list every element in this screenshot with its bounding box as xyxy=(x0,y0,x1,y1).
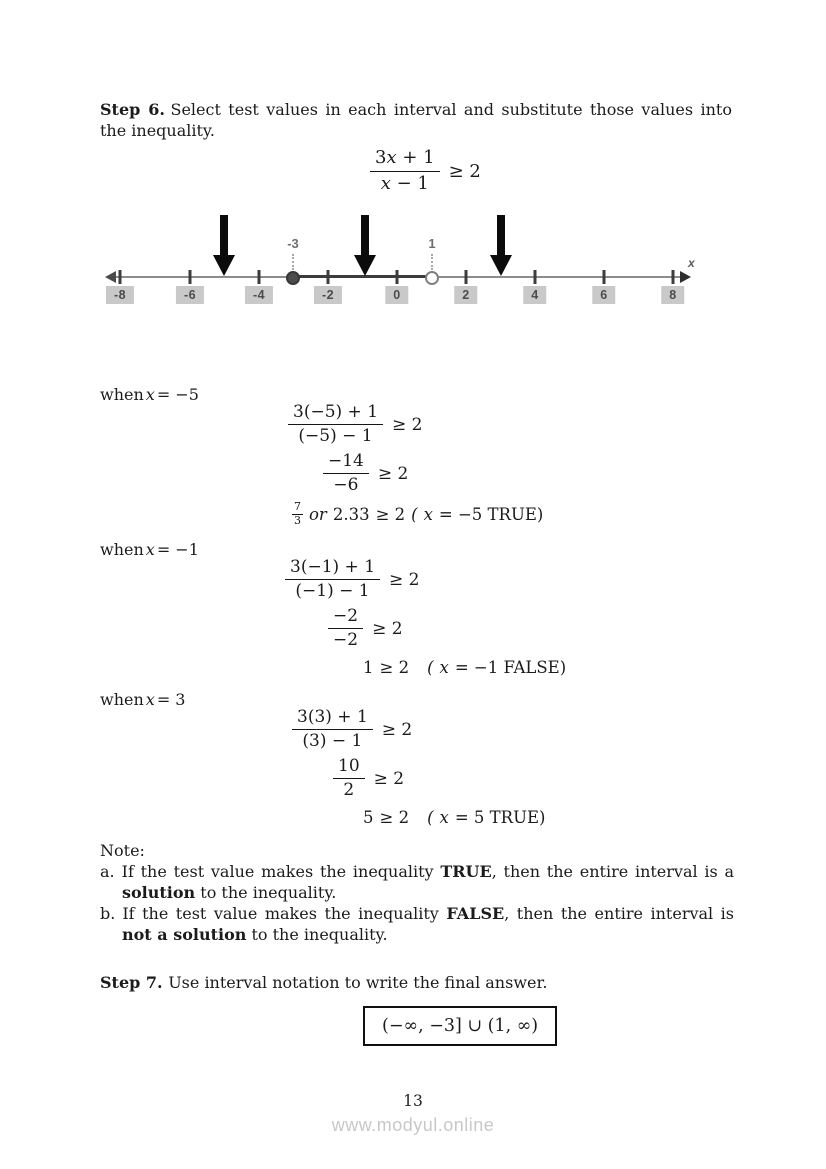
tick-label: 8 xyxy=(661,286,684,304)
test-variable: x xyxy=(423,504,433,524)
fraction-numerator: −2 xyxy=(328,606,363,629)
small-fraction-denominator: 3 xyxy=(294,513,301,527)
verdict-text: = 5 TRUE) xyxy=(454,808,546,827)
arrow-head xyxy=(213,255,235,276)
fraction-numerator: −14 xyxy=(323,451,369,474)
relation: ≥ 2 xyxy=(381,719,413,740)
tick-label: -6 xyxy=(176,286,204,304)
tick-mark xyxy=(603,270,606,284)
fraction xyxy=(333,756,365,802)
fraction xyxy=(285,557,380,603)
open-point-label: 1 xyxy=(428,236,436,251)
paren-open: ( xyxy=(427,658,434,677)
small-fraction xyxy=(292,501,303,527)
tick-mark xyxy=(396,270,399,284)
note-item-b xyxy=(100,904,734,946)
relation: ≥ 2 xyxy=(389,569,420,590)
list-marker: b. xyxy=(100,903,116,923)
substitution-equation xyxy=(292,707,412,753)
result-value: 5 xyxy=(363,808,374,827)
note-text: , then the entire interval is xyxy=(504,903,735,923)
verdict-text: = −1 FALSE) xyxy=(454,658,567,677)
relation: ≥ 2 xyxy=(372,618,403,639)
tick-label: 6 xyxy=(592,286,615,304)
arrow-shaft xyxy=(497,215,505,255)
note-block xyxy=(100,841,734,946)
when-value: = −1 xyxy=(156,540,199,559)
note-bold: solution xyxy=(122,882,196,902)
tick-mark xyxy=(258,270,261,284)
when-word: when xyxy=(100,540,144,559)
note-title: Note: xyxy=(100,841,145,860)
step6-text: Select test values in each interval and substitute those values into the inequality. xyxy=(100,100,732,141)
small-fraction-numerator: 7 xyxy=(294,500,301,513)
substitution-equation xyxy=(288,402,422,448)
arrow-shaft xyxy=(361,215,369,255)
fraction-denominator: (−5) − 1 xyxy=(298,426,373,447)
fraction-numerator: 3(−1) + 1 xyxy=(285,557,380,580)
numerator-coefficient: 3 xyxy=(375,147,387,168)
note-text: , then the entire interval is a xyxy=(491,861,735,881)
tick-label: 0 xyxy=(385,286,408,304)
axis-right-arrowhead-icon xyxy=(680,271,691,283)
step6-label: Step 6. xyxy=(100,100,165,119)
step7-text: Use interval notation to write the final answer. xyxy=(168,973,548,992)
result-value: 1 xyxy=(363,658,374,677)
relation: ≥ 2 xyxy=(392,414,423,435)
step6-paragraph xyxy=(100,99,732,141)
fraction-denominator: −2 xyxy=(333,630,359,651)
page-number: 13 xyxy=(403,1092,423,1110)
axis-left-arrowhead-icon xyxy=(105,271,116,283)
number-line-figure xyxy=(0,210,826,310)
dotted-stem xyxy=(292,254,294,270)
tick-mark xyxy=(119,270,122,284)
note-bold: TRUE xyxy=(440,861,492,881)
fraction-numerator: 3(−5) + 1 xyxy=(288,402,383,425)
decimal-value: 2.33 xyxy=(332,504,370,524)
main-inequality xyxy=(370,147,481,195)
note-item-a xyxy=(100,862,734,904)
fraction-denominator: (3) − 1 xyxy=(302,731,363,752)
when-label xyxy=(100,690,185,709)
paren-open: ( xyxy=(427,808,434,827)
arrow-head xyxy=(490,255,512,276)
simplified-equation xyxy=(333,756,404,802)
dotted-stem xyxy=(431,254,433,270)
fraction-numerator: 3(3) + 1 xyxy=(292,707,373,730)
tick-label: -4 xyxy=(245,286,273,304)
note-bold: FALSE xyxy=(446,903,505,923)
tick-label: 4 xyxy=(523,286,546,304)
result-line xyxy=(363,658,566,677)
tick-label: -2 xyxy=(314,286,342,304)
closed-point-icon xyxy=(286,271,300,285)
simplified-equation xyxy=(323,451,408,497)
tick-mark xyxy=(465,270,468,284)
arrow-shaft xyxy=(220,215,228,255)
or-word: or xyxy=(309,504,327,524)
arrow-head xyxy=(354,255,376,276)
tick-mark xyxy=(534,270,537,284)
result-line xyxy=(292,501,543,527)
fraction xyxy=(328,606,363,652)
denominator-constant: − 1 xyxy=(390,172,429,194)
when-label xyxy=(100,385,199,404)
fraction-denominator: −6 xyxy=(333,475,359,496)
paren-open: ( xyxy=(411,504,418,524)
tick-mark xyxy=(327,270,330,284)
fraction-numerator: 10 xyxy=(333,756,365,779)
relation: ≥ 2 xyxy=(377,463,409,484)
main-fraction xyxy=(370,147,440,195)
test-variable: x xyxy=(439,658,449,677)
when-value: = −5 xyxy=(156,385,199,404)
relation: ≥ 2 xyxy=(373,768,405,789)
when-value: = 3 xyxy=(156,690,186,709)
tick-mark xyxy=(672,270,675,284)
fraction-denominator: (−1) − 1 xyxy=(295,581,370,602)
when-word: when xyxy=(100,385,144,404)
main-fraction-denominator xyxy=(381,172,429,196)
when-variable: x xyxy=(145,385,155,404)
tick-label: 2 xyxy=(454,286,477,304)
axis-variable-label: x xyxy=(688,256,695,270)
note-bold: not a solution xyxy=(122,924,247,944)
step7-paragraph xyxy=(100,972,732,993)
note-text: If the test value makes the inequality xyxy=(122,903,447,923)
final-answer: (−∞, −3] ∪ (1, ∞) xyxy=(382,1016,539,1036)
relation: ≥ 2 xyxy=(375,504,406,524)
fraction xyxy=(292,707,373,753)
note-text: to the inequality. xyxy=(246,924,388,944)
relation: ≥ 2 xyxy=(379,658,410,677)
denominator-variable: x xyxy=(380,172,391,194)
list-marker: a. xyxy=(100,861,115,881)
closed-point-label: -3 xyxy=(287,236,299,251)
tick-label: -8 xyxy=(106,286,134,304)
substitution-equation xyxy=(285,557,419,603)
when-variable: x xyxy=(145,540,155,559)
numerator-variable: x xyxy=(386,147,397,168)
main-relation: ≥ 2 xyxy=(448,160,481,182)
test-variable: x xyxy=(439,808,449,827)
numerator-constant: + 1 xyxy=(396,147,435,168)
note-text: to the inequality. xyxy=(195,882,337,902)
verdict-text: = −5 TRUE) xyxy=(438,504,544,524)
when-word: when xyxy=(100,690,144,709)
note-text: If the test value makes the inequality xyxy=(121,861,441,881)
relation: ≥ 2 xyxy=(379,808,410,827)
result-line xyxy=(363,808,545,827)
watermark-url: www.modyul.online xyxy=(331,1115,495,1135)
main-fraction-numerator xyxy=(370,147,440,172)
open-point-icon xyxy=(425,271,439,285)
when-label xyxy=(100,540,199,559)
simplified-equation xyxy=(328,606,403,652)
when-variable: x xyxy=(145,690,155,709)
tick-mark xyxy=(189,270,192,284)
fraction xyxy=(323,451,369,497)
fraction-denominator: 2 xyxy=(343,780,355,801)
step7-label: Step 7. xyxy=(100,973,163,992)
fraction xyxy=(288,402,383,448)
final-answer-box xyxy=(363,1006,557,1046)
